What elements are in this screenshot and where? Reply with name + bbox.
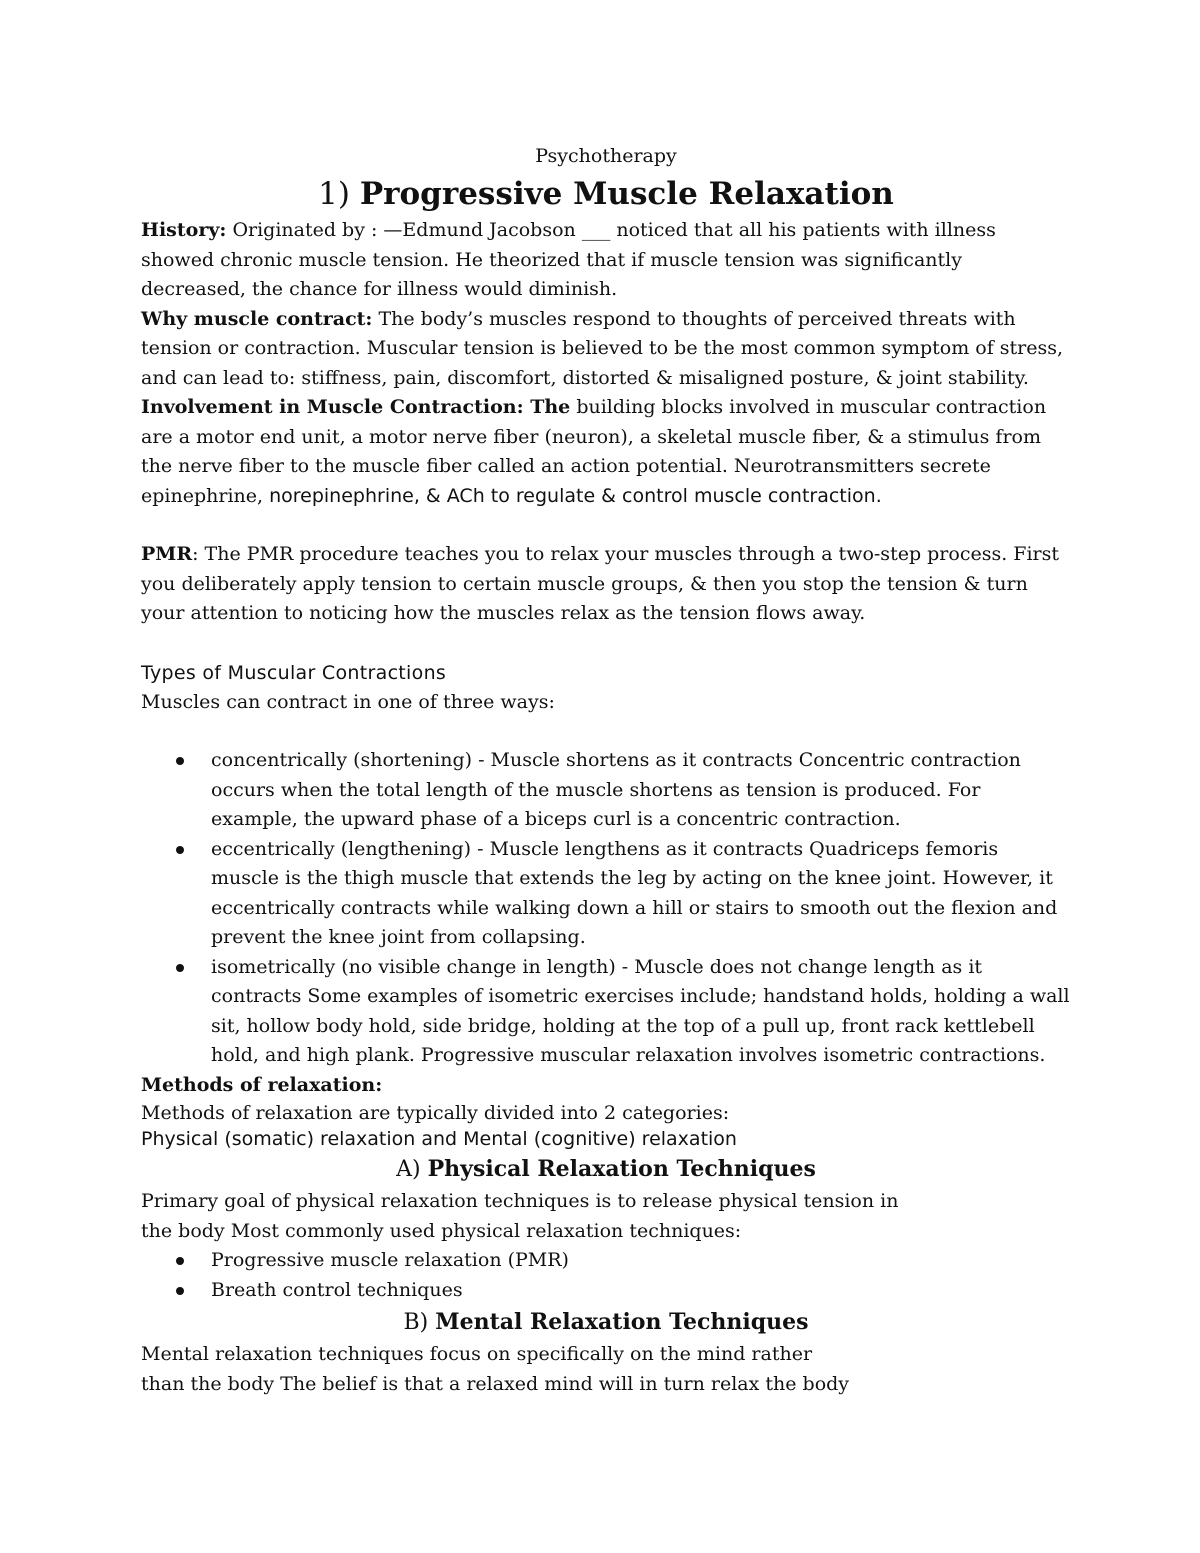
bullet-icon [176, 846, 184, 854]
history-paragraph [141, 216, 1071, 305]
involvement-text: building blocks involved in muscular contraction are a motor end unit, a motor nerve fiber (neuron), a skeletal muscle fiber, & a stimulus from the nerve fiber to the muscle fiber called an action potential. Neurotransmitters secrete epinephrine, [141, 396, 1047, 507]
main-heading [141, 174, 1071, 214]
why-text: The body’s muscles respond to thoughts of perceived threats with tension or contraction. Muscular tension is believed to be the most common symptom of stress, and can lead to: stiffness, pain, discomfort, distorted & misaligned posture, & joint stability. [141, 307, 1064, 389]
involvement-paragraph [141, 393, 1071, 511]
methods-line-2: Physical (somatic) relaxation and Mental (cognitive) relaxation [141, 1128, 737, 1150]
physical-techniques-list [141, 1246, 1071, 1305]
mental-paragraph: Mental relaxation techniques focus on specifically on the mind rather than the body The belief is that a relaxed mind will in turn relax the body [141, 1343, 850, 1395]
list-item [141, 953, 1071, 1071]
methods-heading-text: Methods of relaxation: [141, 1073, 383, 1096]
list-item [141, 835, 1071, 953]
pmr-text: : The PMR procedure teaches you to relax your muscles through a two-step process. First you deliberately apply tension to certain muscle groups, & then you stop the tension & turn your attention to noticing how the muscles relax as the tension flows away. [141, 543, 1060, 624]
why-paragraph [141, 305, 1071, 394]
list-item-text: Progressive muscle relaxation (PMR) [211, 1249, 569, 1271]
blank-line [141, 511, 1071, 540]
contraction-types-list [141, 746, 1071, 1071]
document-title: Psychotherapy [535, 145, 677, 167]
blank-line [141, 629, 1071, 658]
types-intro: Muscles can contract in one of three ways: [141, 690, 555, 713]
blank-line [141, 717, 1071, 746]
involvement-label: Involvement in Muscle Contraction: The [141, 396, 571, 418]
pmr-label: PMR [141, 543, 193, 565]
mental-heading-text: Mental Relaxation Techniques [435, 1309, 809, 1335]
list-item [141, 1276, 1071, 1306]
main-heading-number: 1) [318, 176, 350, 212]
bullet-icon [176, 1257, 184, 1265]
pmr-paragraph [141, 540, 1071, 629]
mental-heading [141, 1305, 1071, 1340]
list-item [141, 1246, 1071, 1276]
methods-line-1: Methods of relaxation are typically divided into 2 categories: [141, 1102, 730, 1124]
bullet-icon [176, 757, 184, 765]
list-item-text: concentrically (shortening) - Muscle shortens as it contracts Concentric contraction occurs when the total length of the muscle shortens as tension is produced. For example, the upward phase of a biceps curl is a concentric contraction. [211, 749, 1021, 830]
physical-heading [141, 1152, 1071, 1187]
bullet-icon [176, 964, 184, 972]
physical-heading-text: Physical Relaxation Techniques [427, 1156, 816, 1182]
involvement-text-tail: norepinephrine, & ACh to regulate & control muscle contraction. [269, 484, 882, 507]
mental-heading-number: B) [403, 1310, 429, 1335]
history-label: History: [141, 219, 227, 241]
types-heading: Types of Muscular Contractions [141, 661, 447, 684]
bullet-icon [176, 1287, 184, 1295]
list-item-text: eccentrically (lengthening) - Muscle lengthens as it contracts Quadriceps femoris muscle is the thigh muscle that extends the leg by acting on the knee joint. However, it eccentrically contracts while walking down a hill or stairs to smooth out the flexion and prevent the knee joint from collapsing. [211, 837, 1058, 948]
list-item-text: isometrically (no visible change in length) - Muscle does not change length as it contracts Some examples of isometric exercises include; handstand holds, holding a wall sit, hollow body hold, side bridge, holding at the top of a pull up, front rack kettlebell hold, and high plank. Progressive muscular relaxation involves isometric contractions. [211, 955, 1070, 1066]
physical-paragraph: Primary goal of physical relaxation techniques is to release physical tension in the body Most commonly used physical relaxation techniques: [141, 1190, 899, 1242]
physical-heading-number: A) [396, 1157, 421, 1182]
list-item-text: Breath control techniques [211, 1278, 463, 1301]
why-label: Why muscle contract: [141, 307, 373, 330]
history-text: Originated by : —Edmund Jacobson ___ noticed that all his patients with illness showed chronic muscle tension. He theorized that if muscle tension was significantly decreased, the chance for illness would diminish. [141, 219, 996, 300]
document-body [141, 141, 1071, 1399]
methods-heading [141, 1071, 1071, 1101]
main-heading-text: Progressive Muscle Relaxation [359, 176, 894, 212]
list-item [141, 746, 1071, 835]
